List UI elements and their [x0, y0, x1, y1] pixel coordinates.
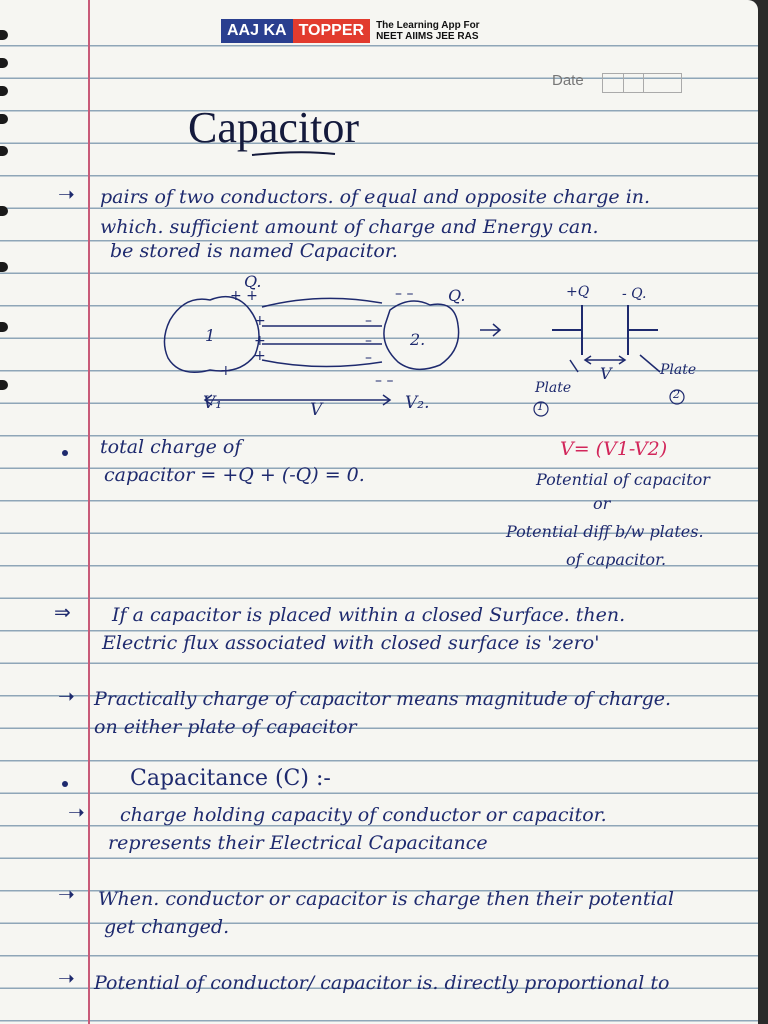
v-formula: V= (V1-V2)	[560, 438, 668, 460]
bullet-icon	[62, 450, 68, 456]
practical-line-1: Practically charge of capacitor means magnitude of charge.	[94, 688, 672, 710]
svg-text:–: –	[365, 350, 372, 366]
svg-text:+: +	[254, 313, 266, 329]
page-title: Capacitor	[188, 103, 360, 152]
diagram-q-minus: Q.	[448, 286, 466, 305]
potential-line-2: or	[593, 494, 611, 513]
bullet-icon	[62, 781, 68, 787]
total-line-2: capacitor = +Q + (-Q) = 0.	[104, 464, 365, 486]
capacitance-heading: Capacitance (C) :-	[130, 766, 331, 791]
def-line-2: which. sufficient amount of charge and Energy can.	[100, 216, 599, 238]
plate-left-label: Plate	[535, 380, 572, 396]
plate-right-label: Plate	[660, 362, 697, 378]
conductor-2-label: 2.	[410, 330, 426, 349]
arrow-icon: ➝	[58, 182, 75, 206]
arrow-icon: ➝	[58, 882, 75, 906]
svg-text:– –: – –	[375, 373, 394, 389]
def-line-1: pairs of two conductors. of equal and opposite charge in.	[100, 186, 651, 208]
svg-text:+ +: + +	[230, 288, 258, 304]
tagline-line-1: The Learning App For	[376, 20, 480, 31]
plate-right-number: 2	[673, 388, 680, 401]
date-label: Date	[552, 72, 584, 89]
total-line-1: total charge of	[100, 436, 242, 458]
last-line-1: Potential of conductor/ capacitor is. directly proportional to	[94, 972, 670, 994]
svg-text:–: –	[365, 333, 372, 349]
capacitance-line-2: represents their Electrical Capacitance	[108, 832, 488, 854]
arrow-icon: ➝	[58, 684, 75, 708]
potential-line-1: Potential of capacitor	[536, 470, 710, 489]
svg-text:–: –	[365, 313, 372, 329]
when-line-2: get changed.	[104, 916, 230, 938]
flux-line-1: If a capacitor is placed within a closed Surface. then.	[112, 604, 626, 626]
svg-text:– –: – –	[395, 286, 414, 302]
svg-text:+: +	[254, 348, 266, 364]
arrow-icon: ➝	[58, 966, 75, 990]
plate-minus-label: - Q.	[622, 286, 647, 302]
potential-line-4: of capacitor.	[566, 550, 667, 569]
potential-line-3: Potential diff b/w plates.	[506, 522, 704, 541]
arrow-icon: ➝	[68, 800, 85, 824]
double-arrow-icon: ⇒	[54, 600, 71, 624]
brand-right: TOPPER	[293, 19, 371, 43]
v2-label: V₂.	[405, 393, 430, 413]
plate-v-label: V	[600, 364, 612, 383]
capacitance-line-1: charge holding capacity of conductor or capacitor.	[120, 804, 607, 826]
flux-line-2: Electric flux associated with closed surface is 'zero'	[102, 632, 600, 654]
brand-left: AAJ KA	[221, 19, 293, 43]
practical-line-2: on either plate of capacitor	[94, 716, 357, 738]
v1-label: V₁	[203, 393, 223, 413]
svg-text:+: +	[220, 363, 232, 379]
v-label: V	[310, 400, 323, 420]
tagline-line-2: NEET AIIMS JEE RAS	[376, 31, 479, 42]
plate-plus-label: +Q	[566, 284, 590, 300]
when-line-1: When. conductor or capacitor is charge then their potential	[98, 888, 674, 910]
svg-text:+: +	[254, 333, 266, 349]
diagram-q-plus: Q.	[244, 272, 262, 291]
conductor-1-label: 1	[205, 326, 216, 345]
def-line-3: be stored is named Capacitor.	[110, 240, 398, 262]
plate-left-number: 1	[537, 400, 544, 413]
